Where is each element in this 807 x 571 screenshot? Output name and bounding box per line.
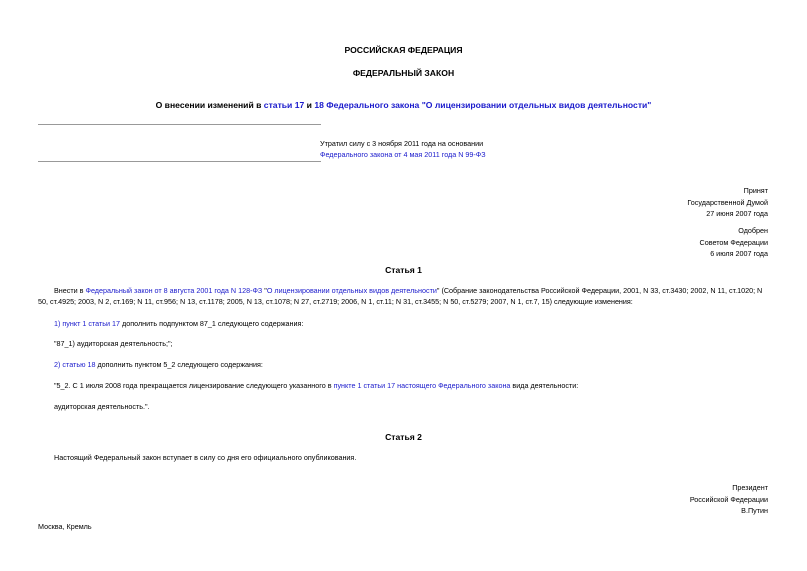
link-law-99fz[interactable]: Федерального закона от 4 мая 2011 года N 99-ФЗ [320, 150, 486, 159]
article1-item2 [54, 359, 770, 370]
approved-line1: Одобрен [738, 226, 768, 235]
link-law-128fz[interactable]: Федеральный закон от 8 августа 2001 года N 128-ФЗ [85, 286, 263, 295]
item1-text: дополнить подпунктом 87_1 следующего содержания: [120, 319, 304, 328]
approved-date: 6 июля 2007 года [710, 249, 768, 258]
signature-block [690, 482, 768, 517]
item2-link-text: статью 18 [62, 360, 96, 369]
approved-line2: Советом Федерации [699, 237, 768, 247]
adopted-date: 27 июня 2007 года [706, 209, 768, 218]
doc-type-heading: ФЕДЕРАЛЬНЫЙ ЗАКОН [352, 68, 455, 78]
law-title-and: и [304, 100, 315, 110]
article1-text-post: " (Собрание законодательства Российской Федерации, 2001, N 33, ст.3430; 2002, N 11, ст.1020; N 50, ст.4925; 2003, N 2, ст.169; N 11, ст.956; N 13, ст.1178; 2005, N 13, ст.1078; N 27, ст.2719; 2006, N 1, ст.11; N 31, ст.3455; N 50, ст.5279; 2007, N 1, ст.7, 15) следующие изменения: [38, 286, 763, 307]
adopted-block [687, 185, 768, 220]
article1-item1 [54, 318, 770, 329]
law-title-prefix: О внесении изменений в [155, 100, 264, 110]
signature-title: Президент [732, 483, 768, 492]
signature-name: В.Путин [741, 506, 768, 515]
approved-block [700, 225, 768, 260]
adopted-line1: Принят [743, 186, 768, 195]
link-item1-article17[interactable]: 1) пункт 1 статьи 17 [54, 319, 121, 328]
expired-note [320, 138, 486, 160]
article2-heading: Статья 2 [385, 432, 422, 442]
item2-quote [54, 380, 770, 391]
item2-quote-end: аудиторская деятельность.". [54, 402, 150, 411]
item2-quote-post: вида деятельности: [510, 381, 579, 390]
link-article-17[interactable]: статьи 17 [263, 100, 305, 110]
item1-quote: "87_1) аудиторская деятельность;"; [54, 339, 173, 348]
signing-place: Москва, Кремль [38, 522, 92, 531]
article1-paragraph [38, 285, 770, 307]
divider-bottom [38, 161, 321, 162]
item2-number: 2) [54, 360, 63, 369]
item2-quote-pre: "5_2. С 1 июля 2008 года прекращается лицензирование следующего указанного в [54, 381, 334, 390]
adopted-line2: Государственной Думой [687, 197, 768, 207]
item2-text: дополнить пунктом 5_2 следующего содержания: [95, 360, 263, 369]
divider-top [38, 124, 321, 125]
expired-note-text: Утратил силу с 3 ноября 2011 года на основании [320, 139, 484, 148]
link-licensing-law[interactable]: О лицензировании отдельных видов деятельности [266, 286, 437, 295]
link-item2-article18[interactable] [54, 360, 95, 369]
article1-heading: Статья 1 [385, 265, 422, 275]
country-heading: РОССИЙСКАЯ ФЕДЕРАЦИЯ [344, 45, 463, 55]
law-title [0, 100, 807, 111]
signature-org: Российской Федерации [689, 494, 768, 504]
article2-paragraph: Настоящий Федеральный закон вступает в силу со дня его официального опубликования. [54, 453, 357, 462]
link-point1-article17[interactable]: пункте 1 статьи 17 настоящего Федерального закона [333, 381, 511, 390]
link-article-18[interactable]: 18 Федерального закона "О лицензировании отдельных видов деятельности" [314, 100, 652, 110]
article1-text-pre: Внести в [54, 286, 86, 295]
article1-text-mid: " [262, 286, 267, 295]
